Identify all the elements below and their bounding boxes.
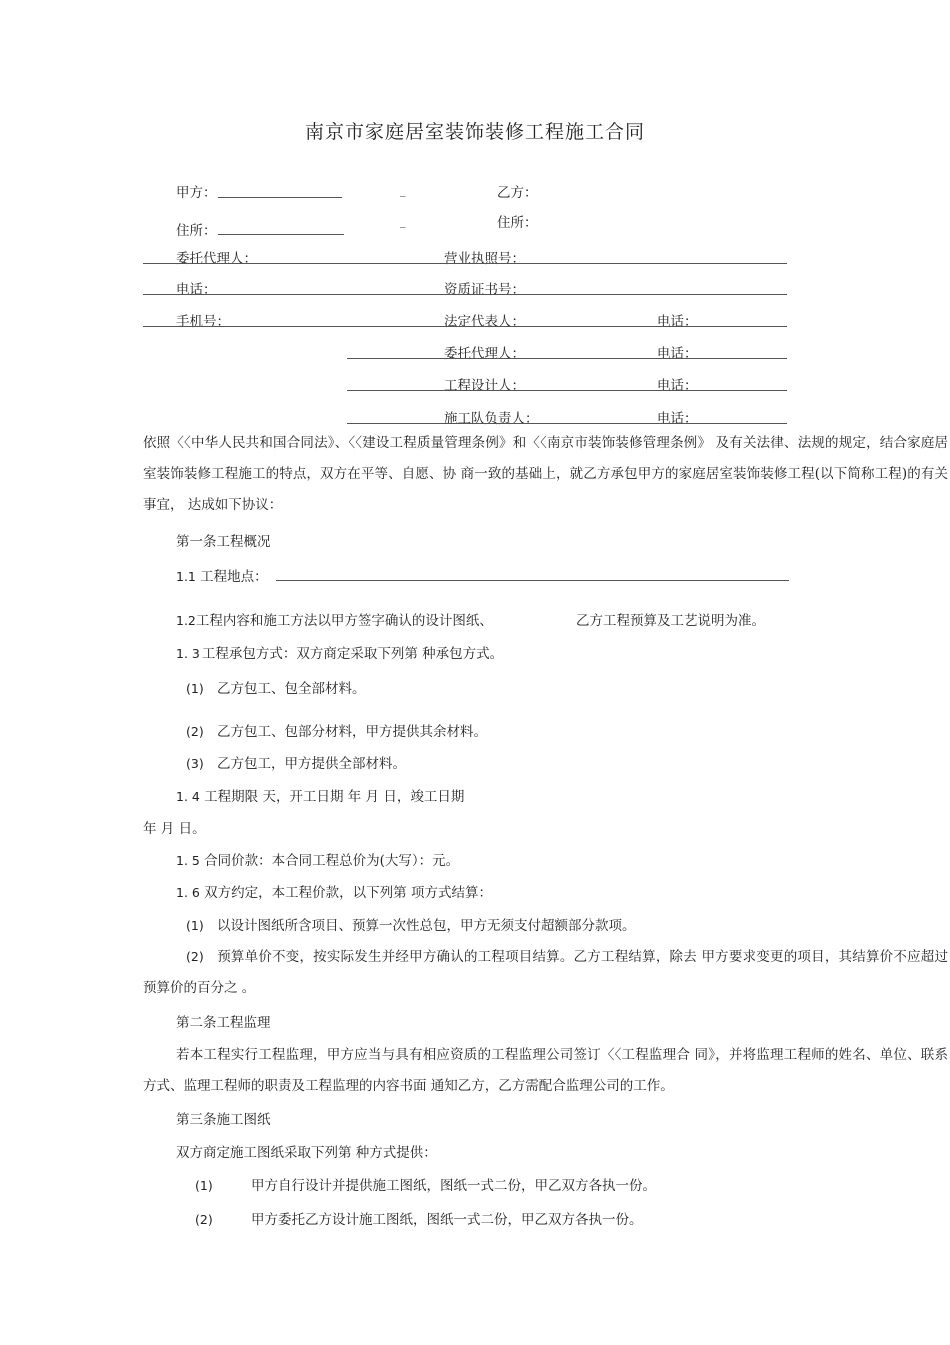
drawing-option-1: [195, 1174, 656, 1194]
clause-number: 1. 4: [176, 789, 200, 804]
clause-text: 工程内容和施工方法以甲方签字确认的设计图纸、: [195, 613, 493, 629]
option-text: 预算单价不变，按实际发生并经甲方确认的工程项目结算。乙方工程结算，除去 甲方要求变更的项目，其结算价不应超过预算价的百分之 。: [143, 949, 948, 996]
article-2-heading: 第二条工程监理: [176, 1015, 271, 1031]
clause-number: 1. 5: [176, 853, 200, 868]
clause-text: 工程地点：: [195, 569, 268, 585]
clause-text: 双方约定，本工程价款，以下列第 项方式结算：: [199, 885, 492, 901]
dash-mark: _: [400, 215, 406, 228]
qual-cert-label: 资质证书号：: [444, 282, 525, 298]
clause-number: 1. 3: [176, 646, 200, 661]
article-2-body: 若本工程实行工程监理，甲方应当与具有相应资质的工程监理公司签订〈〈工程监理合 同》，并将监理工程师的姓名、单位、联系方式、监理工程师的职责及工程监理的内容书面 通知乙方，乙方需配合监理公司的工作。: [143, 1047, 948, 1094]
option-number: (2): [186, 724, 204, 739]
phone-label: 电话：: [657, 411, 698, 427]
b-agent-label: 委托代理人：: [444, 346, 525, 362]
row-line: [143, 326, 787, 327]
license-label: 营业执照号：: [444, 251, 525, 267]
clause-1-6: [176, 881, 492, 901]
location-line: [276, 580, 789, 581]
mobile-label: 手机号：: [176, 314, 230, 330]
article-3-body: 双方商定施工图纸采取下列第 种方式提供：: [176, 1145, 437, 1161]
phone-label: 电话：: [657, 378, 698, 394]
party-b-label: 乙方：: [497, 185, 538, 201]
agent-label: 委托代理人：: [176, 251, 257, 267]
option-number: (1): [186, 681, 204, 696]
party-a-line: [218, 197, 342, 198]
phone-label: 电话：: [657, 314, 698, 330]
option-1: [186, 677, 366, 697]
option-3: [186, 752, 406, 772]
page-title: 南京市家庭居室装饰装修工程施工合同: [304, 121, 645, 143]
clause-number: 1.1: [176, 569, 196, 584]
option-number: (3): [186, 756, 204, 771]
option-text: 乙方包工、包全部材料。: [217, 681, 366, 697]
settle-option-1: [186, 914, 636, 934]
settle-option-2: [143, 941, 948, 1004]
clause-1-4-cont: 年 月 日。: [143, 821, 206, 837]
clause-1-3: [176, 642, 503, 662]
clause-text: 合同价款：本合同工程总价为(大写）：元。: [199, 853, 460, 869]
legal-rep-label: 法定代表人：: [444, 314, 525, 330]
row-line: [143, 294, 787, 295]
option-2: [186, 720, 487, 740]
address-a-line: [218, 234, 344, 235]
clause-1-4: [176, 785, 464, 805]
option-text: 甲方自行设计并提供施工图纸，图纸一式二份，甲乙双方各执一份。: [251, 1178, 656, 1194]
option-text: 乙方包工，甲方提供全部材料。: [217, 756, 406, 772]
option-text: 乙方包工、包部分材料，甲方提供其余材料。: [217, 724, 487, 740]
option-number: (2): [186, 949, 204, 964]
row-line: [347, 358, 787, 359]
clause-text: 工程期限 天，开工日期 年 月 日，竣工日期: [199, 789, 465, 805]
clause-1-1: [176, 565, 268, 585]
option-number: (1): [195, 1178, 213, 1193]
party-a-label: 甲方：: [176, 185, 217, 201]
clause-1-2: [176, 609, 493, 629]
article-1-heading: 第一条工程概况: [176, 534, 271, 550]
clause-text: 工程承包方式：双方商定采取下列第 种承包方式。: [201, 646, 504, 662]
row-line: [347, 423, 787, 424]
intro-paragraph: 依照〈〈中华人民共和国合同法》、〈〈建设工程质量管理条例》和〈〈南京市装饰装修管理条例》 及有关法律、法规的规定，结合家庭居室装饰装修工程施工的特点，双方在平等、自愿、协 商一致的基础上，就乙方承包甲方的家庭居室装饰装修工程(以下简称工程)的有关事宜， 达成如下协议：: [143, 435, 948, 513]
drawing-option-2: [195, 1208, 643, 1228]
clause-number: 1.2: [176, 613, 196, 628]
designer-label: 工程设计人：: [444, 378, 525, 394]
clause-1-5: [176, 849, 459, 869]
clause-number: 1. 6: [176, 885, 200, 900]
option-number: (2): [195, 1212, 213, 1227]
article-3-heading: 第三条施工图纸: [176, 1112, 271, 1128]
row-line: [347, 390, 787, 391]
option-number: (1): [186, 918, 204, 933]
phone-label: 电话：: [176, 282, 217, 298]
row-line: [143, 263, 787, 264]
address-b-label: 住所：: [497, 215, 538, 231]
dash-mark: _: [400, 184, 406, 197]
option-text: 以设计图纸所含项目、预算一次性总包，甲方无须支付超额部分款项。: [217, 918, 636, 934]
team-leader-label: 施工队负责人：: [444, 411, 539, 427]
phone-label: 电话：: [657, 346, 698, 362]
option-text: 甲方委托乙方设计施工图纸，图纸一式二份，甲乙双方各执一份。: [251, 1212, 643, 1228]
clause-1-2-cont: 乙方工程预算及工艺说明为准。: [576, 613, 765, 629]
address-a-label: 住所：: [176, 223, 217, 239]
